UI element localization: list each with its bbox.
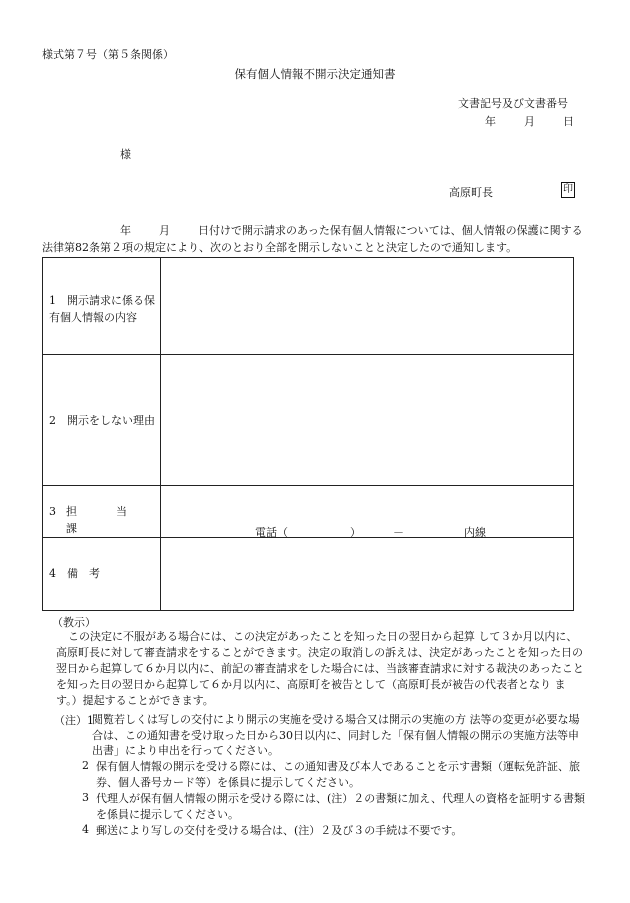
intro-text: 日付けで開示請求のあった保有個人情報については、個人情報の保護に関する法律第82条第２項の規定により、次のとおり全部を開示しないことと決定したので通知します。 (42, 224, 583, 254)
intro-month: 月 (159, 224, 170, 237)
row4-number: 4 (49, 567, 56, 580)
instruction-text: この決定に不服がある場合には、この決定があったことを知った日の翌日から起算 して３か月以内に、高原町長に対して審査請求をすることができます。決定の取消しの訴えは、決定があったことを知った日の翌日から起算して６か月以内に、前記の審査請求をした場合には、当該審査請求に対する裁決のあったことを知った日の翌日から起算して６か月以内に、高原町を被告として（高原町長が被告の代表者となり ます。）提起することができます。 (56, 630, 584, 707)
document-title: 保有個人情報不開示決定通知書 (234, 67, 396, 81)
notes-prefix (54, 712, 94, 728)
phone-close: ） (350, 526, 361, 539)
date-year: 年 (485, 115, 496, 128)
phone-extension-label: 内線 (464, 526, 486, 539)
document-number-label: 文書記号及び文書番号 (458, 97, 568, 110)
note-1: 閲覧若しくは写しの交付により開示の実施を受ける場合又は開示の実施の方 法等の変更が必要な場合は、この通知書を受け取った日から30日以内に、同封した「保有個人情報の開示の実施方法等申出書」により申出を行ってください。 (92, 713, 580, 757)
intro-paragraph (42, 222, 590, 256)
issue-date (485, 113, 574, 129)
table-row-remarks (43, 538, 573, 610)
intro-year: 年 (120, 224, 131, 237)
notes-prefix-label: （注） (54, 714, 87, 727)
sender: 高原町長 (449, 186, 493, 199)
row4-text: 備 考 (67, 567, 100, 580)
form-number: 様式第７号（第５条関係） (42, 48, 174, 61)
note3-number: 3 (82, 791, 89, 804)
row4-label (49, 565, 155, 582)
note1-number: 1 (87, 714, 94, 727)
row3-label (49, 503, 166, 537)
note-3: 代理人が保有個人情報の開示を受ける際には、(注）２の書類に加え、代理人の資格を証明する書類を係員に提示してください。 (96, 792, 585, 821)
row3-text: 担 当 課 (66, 505, 166, 535)
row1-number: 1 (49, 294, 56, 307)
note-2: 保有個人情報の開示を受ける際には、この通知書及び本人であることを示す書類（運転免許証、旅券、個人番号カード等）を係員に提示してください。 (96, 760, 580, 789)
phone-dash: － (393, 526, 404, 539)
instruction-heading: （教示） (52, 616, 96, 629)
row2-text: 開示をしない理由 (67, 414, 155, 427)
table-row-reason (43, 355, 573, 486)
row1-label (49, 292, 155, 326)
note4-number: 4 (82, 823, 89, 836)
row3-number: 3 (49, 505, 56, 518)
row2-number: 2 (49, 414, 56, 427)
note2-number: 2 (82, 759, 89, 772)
note-4: 郵送により写しの交付を受ける場合は、(注）２及び３の手続は不要です。 (96, 824, 463, 837)
table-row-content (43, 258, 573, 355)
addressee: 様 (120, 148, 131, 161)
decision-table (42, 257, 574, 611)
phone-label: 電話（ (255, 526, 288, 539)
date-month: 月 (524, 115, 535, 128)
date-day: 日 (563, 115, 574, 128)
row2-label (49, 412, 155, 429)
seal-mark: 印 (561, 182, 575, 198)
row1-text: 開示請求に係る保有個人情報の内容 (49, 294, 155, 324)
